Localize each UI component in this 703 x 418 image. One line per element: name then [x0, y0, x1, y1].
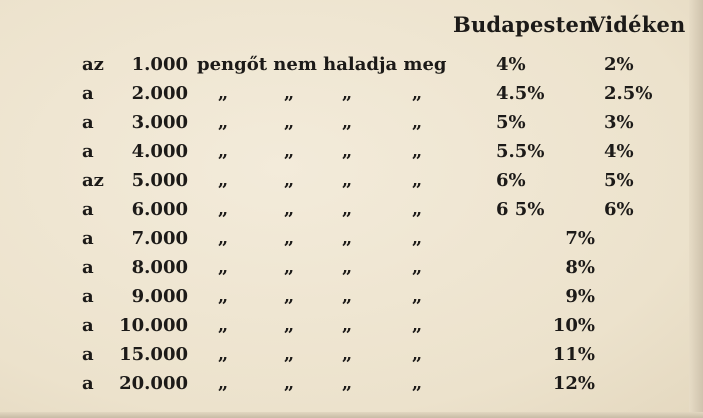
row-article: a — [82, 373, 94, 394]
table-row — [0, 315, 703, 344]
ditto-mark: „ — [283, 199, 295, 220]
header-videk: Vidéken — [589, 12, 686, 37]
row-videk-rate: 4% — [604, 141, 634, 162]
row-videk-rate: 5% — [604, 170, 634, 191]
row-amount: 10.000 — [119, 315, 188, 336]
ditto-mark: „ — [341, 112, 353, 133]
table-row — [0, 373, 703, 402]
row-article: a — [82, 83, 94, 104]
row-article: a — [82, 228, 94, 249]
ditto-mark: „ — [411, 315, 423, 336]
table-row — [0, 199, 703, 228]
ditto-mark: „ — [341, 257, 353, 278]
ditto-mark: „ — [411, 373, 423, 394]
row-budapest-rate: 5% — [496, 112, 526, 133]
ditto-mark: „ — [283, 373, 295, 394]
row-videk-rate: 2.5% — [604, 83, 653, 104]
ditto-mark: „ — [411, 286, 423, 307]
ditto-mark: „ — [217, 286, 229, 307]
table-row — [0, 170, 703, 199]
row-combined-rate: 8% — [565, 257, 595, 278]
table-row — [0, 257, 703, 286]
ditto-mark: „ — [341, 199, 353, 220]
ditto-mark: „ — [283, 344, 295, 365]
row-amount: 9.000 — [131, 286, 188, 307]
row-budapest-rate: 6% — [496, 170, 526, 191]
row-article: a — [82, 141, 94, 162]
row-amount: 8.000 — [131, 257, 188, 278]
table-row — [0, 83, 703, 112]
row-article: a — [82, 315, 94, 336]
ditto-mark: „ — [217, 170, 229, 191]
ditto-mark: „ — [283, 286, 295, 307]
ditto-mark: „ — [217, 199, 229, 220]
ditto-mark: „ — [341, 83, 353, 104]
row-budapest-rate: 5.5% — [496, 141, 545, 162]
ditto-mark: „ — [283, 257, 295, 278]
ditto-mark: „ — [411, 141, 423, 162]
row-combined-rate: 11% — [552, 344, 595, 365]
ditto-mark: „ — [341, 228, 353, 249]
ditto-mark: „ — [217, 373, 229, 394]
ditto-mark: „ — [411, 199, 423, 220]
ditto-mark: „ — [283, 83, 295, 104]
ditto-mark: „ — [411, 344, 423, 365]
row-article: a — [82, 199, 94, 220]
row-article: a — [82, 286, 94, 307]
row-combined-rate: 7% — [565, 228, 595, 249]
ditto-mark: „ — [217, 344, 229, 365]
ditto-mark: „ — [217, 228, 229, 249]
ditto-mark: „ — [283, 228, 295, 249]
ditto-mark: „ — [341, 373, 353, 394]
ditto-mark: „ — [411, 83, 423, 104]
ditto-mark: „ — [217, 83, 229, 104]
ditto-mark: „ — [411, 257, 423, 278]
row-article: az — [82, 170, 104, 191]
ditto-mark: „ — [411, 112, 423, 133]
row-article: a — [82, 344, 94, 365]
row-amount: 20.000 — [119, 373, 188, 394]
row-amount: 4.000 — [131, 141, 188, 162]
row-amount: 5.000 — [131, 170, 188, 191]
row-budapest-rate: 4% — [496, 54, 526, 75]
ditto-mark: „ — [283, 112, 295, 133]
table-row — [0, 344, 703, 373]
row-videk-rate: 6% — [604, 199, 634, 220]
ditto-mark: „ — [217, 257, 229, 278]
ditto-mark: „ — [411, 228, 423, 249]
row-article: a — [82, 257, 94, 278]
ditto-mark: „ — [341, 170, 353, 191]
row-amount: 3.000 — [131, 112, 188, 133]
row-description: pengőt nem haladja meg — [197, 54, 447, 75]
ditto-mark: „ — [341, 141, 353, 162]
row-combined-rate: 10% — [552, 315, 595, 336]
table-row — [0, 54, 703, 83]
ditto-mark: „ — [283, 141, 295, 162]
row-combined-rate: 12% — [552, 373, 595, 394]
row-amount: 6.000 — [131, 199, 188, 220]
row-article: az — [82, 54, 104, 75]
row-combined-rate: 9% — [565, 286, 595, 307]
row-budapest-rate: 6 5% — [496, 199, 545, 220]
row-amount: 7.000 — [131, 228, 188, 249]
ditto-mark: „ — [283, 315, 295, 336]
table-row — [0, 286, 703, 315]
table-row — [0, 228, 703, 257]
ditto-mark: „ — [283, 170, 295, 191]
row-article: a — [82, 112, 94, 133]
ditto-mark: „ — [341, 344, 353, 365]
row-amount: 2.000 — [131, 83, 188, 104]
ditto-mark: „ — [341, 315, 353, 336]
ditto-mark: „ — [217, 112, 229, 133]
ditto-mark: „ — [217, 141, 229, 162]
row-videk-rate: 3% — [604, 112, 634, 133]
ditto-mark: „ — [411, 170, 423, 191]
table-row — [0, 141, 703, 170]
row-budapest-rate: 4.5% — [496, 83, 545, 104]
ditto-mark: „ — [217, 315, 229, 336]
table-row — [0, 112, 703, 141]
ditto-mark: „ — [341, 286, 353, 307]
row-amount: 15.000 — [119, 344, 188, 365]
page-bottom-shadow — [0, 412, 703, 418]
header-budapest: Budapesten — [453, 12, 595, 37]
row-amount: 1.000 — [131, 54, 188, 75]
row-videk-rate: 2% — [604, 54, 634, 75]
